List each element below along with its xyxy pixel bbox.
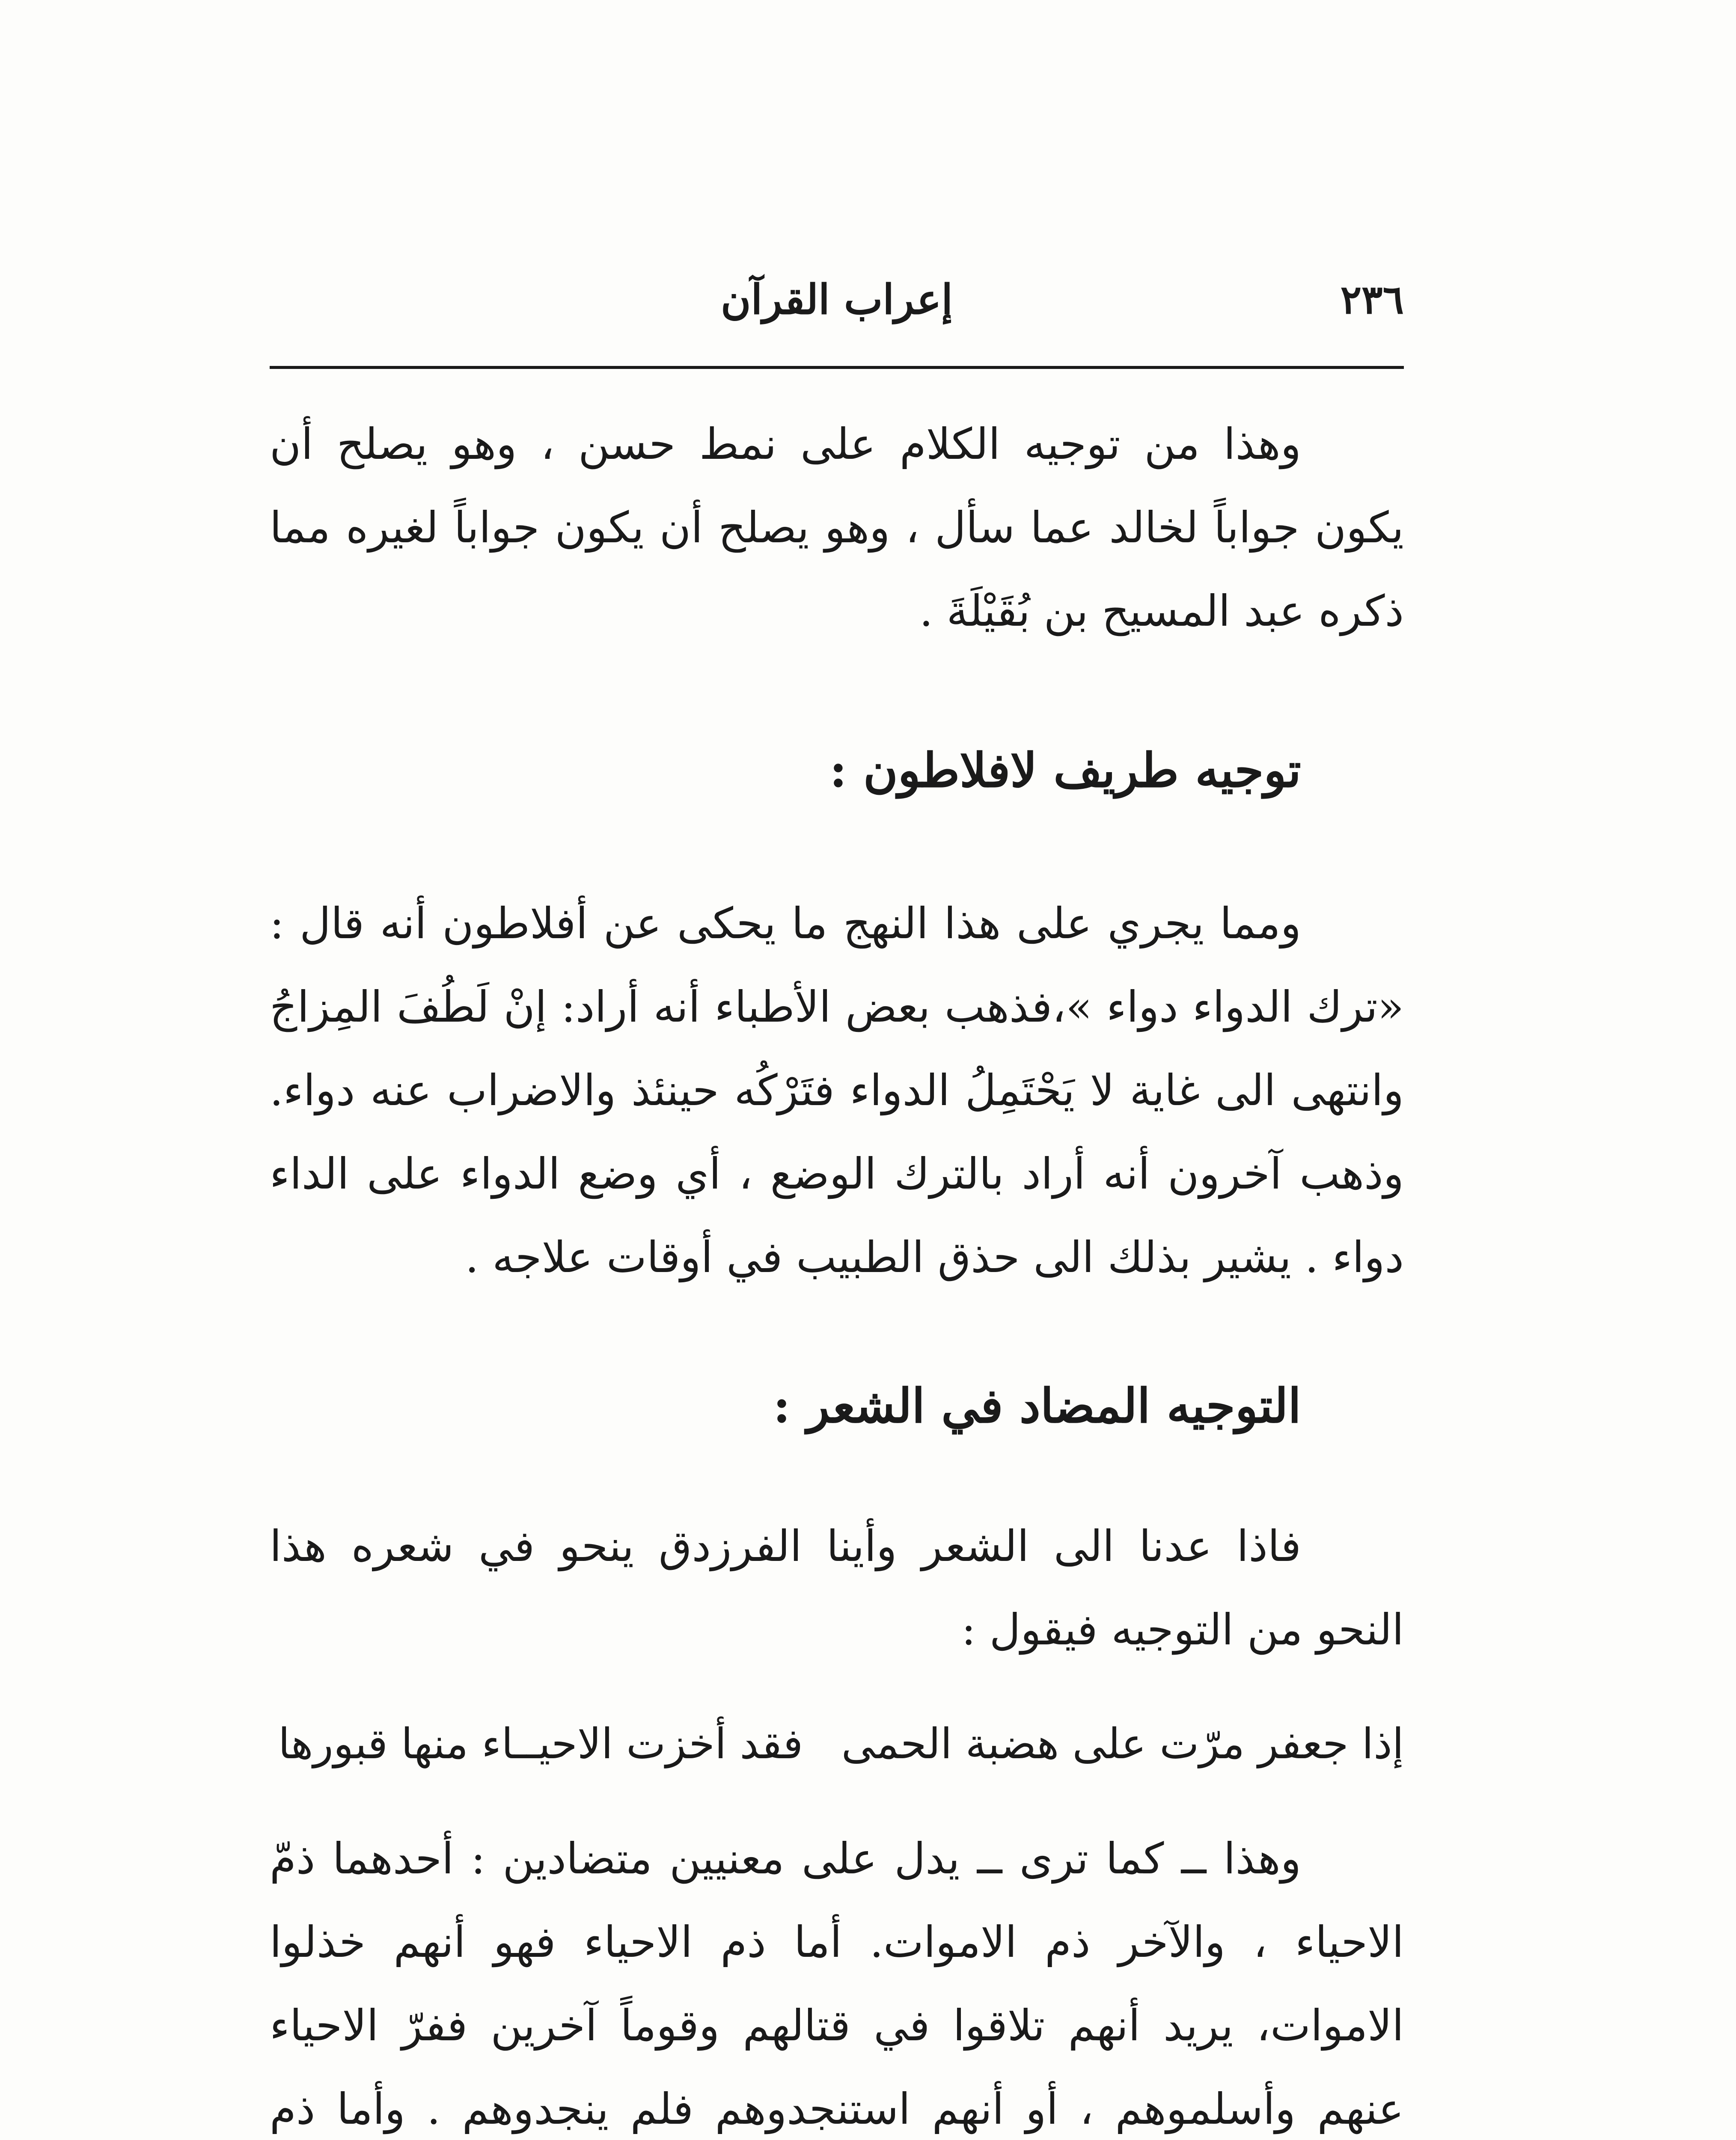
- verse-first-hemistich: إذا جعفر مرّت على هضبة الحمى: [841, 1720, 1404, 1768]
- paragraph-1: وهذا من توجيه الكلام على نمط حسن ، وهو يصلح أن يكون جواباً لخالد عما سأل ، وهو يصلح أن يكون جواباً لغيره مما ذكره عبد المسيح بن بُقَيْلَةَ .: [270, 419, 1404, 636]
- running-title: إعراب القرآن: [720, 275, 953, 324]
- page-body: [270, 385, 1404, 2140]
- heading-poetry: التوجيه المضاد في الشعر :: [773, 1378, 1301, 1433]
- header-rule: [270, 366, 1404, 369]
- paragraph-3: فاذا عدنا الى الشعر وأينا الفرزدق ينحو في شعره هذا النحو من التوجيه فيقول :: [270, 1521, 1404, 1655]
- page-number: ٢٣٦: [1340, 276, 1404, 323]
- paragraph-2: ومما يجري على هذا النهج ما يحكى عن أفلاطون أنه قال : «ترك الدواء دواء »،فذهب بعض الأطباء أنه أراد: إنْ لَطُفَ المِزاجُ وانتهى الى غاية لا يَحْتَمِلُ الدواء فتَرْكُه حينئذ والاضراب عنه دواء. وذهب آخرون أنه أراد بالترك الوضع ، أي وضع الدواء على الداء دواء . يشير بذلك الى حذق الطبيب في أوقات علاجه .: [270, 898, 1404, 1282]
- verse-second-hemistich: فقد أخزت الاحيــاء منها قبورها: [278, 1720, 803, 1768]
- poem-verse: [270, 1701, 1404, 1787]
- heading-plato: توجيه طريف لافلاطون :: [829, 743, 1301, 798]
- paragraph-4: وهذا ــ كما ترى ــ يدل على معنيين متضادين : أحدهما ذمّ الاحياء ، والآخر ذم الاموات. أما ذم الاحياء فهو أنهم خذلوا الاموات، يريد أنهم تلاقوا في قتالهم وقوماً آخرين ففرّ الاحياء عنهم وأسلموهم ، أو أنهم استنجدوهم فلم ينجدوهم . وأما ذم: [270, 1834, 1404, 2134]
- page-header: [270, 265, 1404, 334]
